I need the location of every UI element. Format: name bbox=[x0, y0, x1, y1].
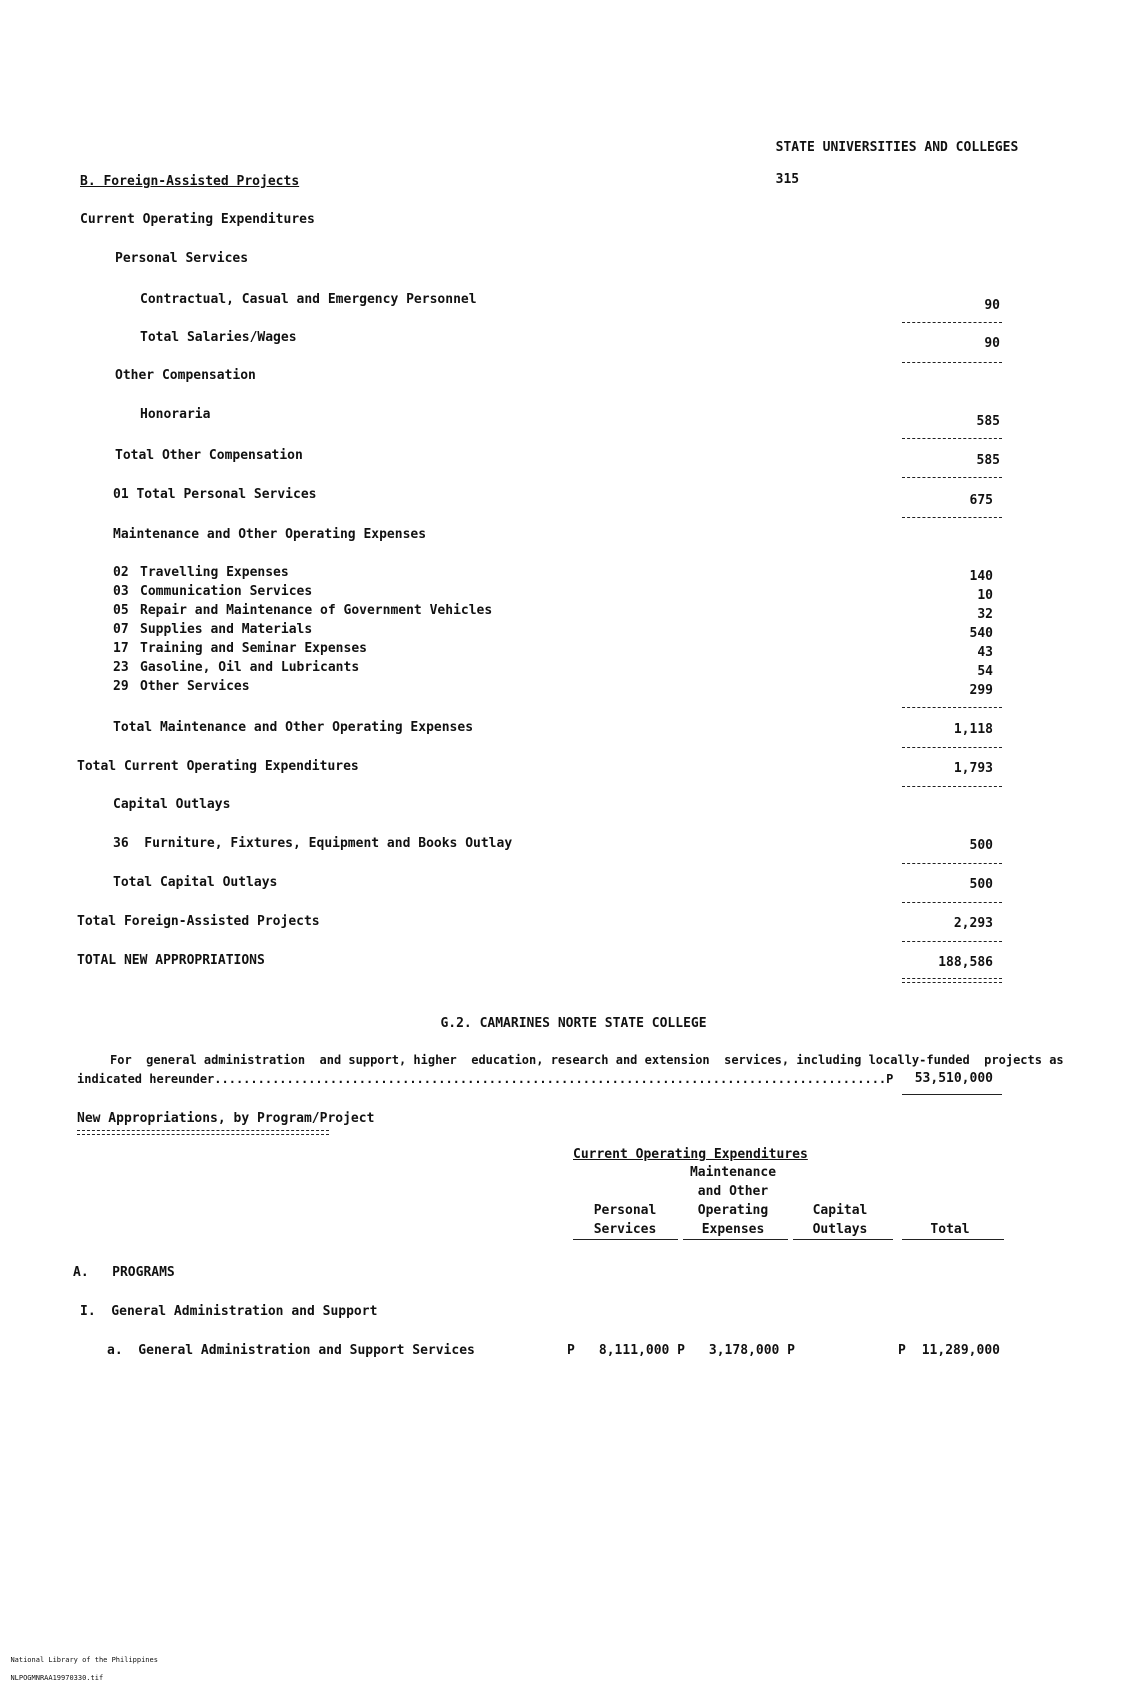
divider bbox=[902, 517, 1002, 518]
total-fap-label: Total Foreign-Assisted Projects bbox=[77, 914, 320, 929]
honoraria-label: Honoraria bbox=[140, 407, 211, 422]
header-title: STATE UNIVERSITIES AND COLLEGES bbox=[775, 140, 1019, 155]
contractual-value: 90 bbox=[984, 298, 1000, 313]
footer-file: NLPOGMNRAA19970330.tif bbox=[10, 1674, 104, 1682]
mooe-code: 05 bbox=[113, 603, 129, 618]
mooe-code: 03 bbox=[113, 584, 129, 599]
col-mooe-line1: Maintenance bbox=[689, 1165, 777, 1180]
mooe-code: 17 bbox=[113, 641, 129, 656]
col-rule bbox=[902, 1239, 1004, 1240]
row-a-label: a. General Administration and Support Services bbox=[107, 1343, 475, 1358]
footer-library: National Library of the Philippines bbox=[10, 1656, 158, 1664]
mooe-heading: Maintenance and Other Operating Expenses bbox=[113, 527, 427, 542]
row-a-ps: 8,111,000 P bbox=[598, 1343, 685, 1358]
new-appropriations-heading: New Appropriations, by Program/Project bbox=[77, 1111, 375, 1126]
col-mooe-line3: Operating bbox=[697, 1203, 769, 1218]
divider bbox=[902, 322, 1002, 323]
double-divider bbox=[77, 1130, 329, 1135]
total-mooe-label: Total Maintenance and Other Operating Expenses bbox=[113, 720, 474, 735]
divider bbox=[902, 863, 1002, 864]
purpose-line-2: indicated hereunder.............................................................................................P bbox=[77, 1072, 894, 1086]
total-coe-value: 1,793 bbox=[953, 761, 993, 776]
divider bbox=[902, 941, 1002, 942]
mooe-item-label: Other Services bbox=[140, 679, 250, 694]
current-operating-heading: Current Operating Expenditures bbox=[80, 212, 315, 227]
divider bbox=[902, 1094, 1002, 1095]
divider bbox=[902, 438, 1002, 439]
other-comp-heading: Other Compensation bbox=[115, 368, 256, 383]
mooe-item-value: 43 bbox=[977, 645, 993, 660]
programs-heading: A. PROGRAMS bbox=[73, 1265, 175, 1280]
total-ps-label: 01 Total Personal Services bbox=[113, 487, 317, 502]
purpose-line-1: For general administration and support, higher education, research and extension services, including locally-funded projects as bbox=[110, 1053, 1064, 1067]
col-ps-line1: Personal bbox=[593, 1203, 657, 1218]
mooe-item-value: 299 bbox=[969, 683, 993, 698]
divider bbox=[902, 747, 1002, 748]
page-number: 315 bbox=[775, 172, 800, 187]
total-coe-label: Total Current Operating Expenditures bbox=[77, 759, 359, 774]
col-rule bbox=[573, 1239, 678, 1240]
furniture-value: 500 bbox=[969, 838, 993, 853]
total-salaries-value: 90 bbox=[984, 336, 1000, 351]
col-mooe-line2: and Other bbox=[697, 1184, 769, 1199]
total-new-label: TOTAL NEW APPROPRIATIONS bbox=[77, 953, 265, 968]
double-divider bbox=[902, 978, 1002, 983]
total-other-comp-label: Total Other Compensation bbox=[115, 448, 303, 463]
total-co-value: 500 bbox=[969, 877, 993, 892]
mooe-item-label: Travelling Expenses bbox=[140, 565, 289, 580]
total-other-comp-value: 585 bbox=[976, 453, 1000, 468]
total-fap-value: 2,293 bbox=[953, 916, 993, 931]
mooe-item-value: 140 bbox=[969, 569, 993, 584]
divider bbox=[902, 786, 1002, 787]
divider bbox=[902, 362, 1002, 363]
furniture-label: 36 Furniture, Fixtures, Equipment and Books Outlay bbox=[113, 836, 513, 851]
college-title: G.2. CAMARINES NORTE STATE COLLEGE bbox=[440, 1016, 707, 1031]
total-ps-value: 675 bbox=[969, 493, 993, 508]
mooe-item-value: 54 bbox=[977, 664, 993, 679]
peso-sign: P bbox=[898, 1343, 906, 1358]
mooe-item-label: Communication Services bbox=[140, 584, 313, 599]
program-i-heading: I. General Administration and Support bbox=[80, 1304, 378, 1319]
contractual-label: Contractual, Casual and Emergency Personnel bbox=[140, 292, 477, 307]
mooe-item-label: Gasoline, Oil and Lubricants bbox=[140, 660, 360, 675]
mooe-code: 07 bbox=[113, 622, 129, 637]
mooe-item-label: Supplies and Materials bbox=[140, 622, 313, 637]
col-group-heading: Current Operating Expenditures bbox=[573, 1147, 808, 1162]
capital-outlays-heading: Capital Outlays bbox=[113, 797, 231, 812]
mooe-item-label: Training and Seminar Expenses bbox=[140, 641, 367, 656]
peso-sign: P bbox=[567, 1343, 575, 1358]
running-header bbox=[760, 124, 1018, 188]
mooe-code: 29 bbox=[113, 679, 129, 694]
appropriation-amount: 53,510,000 bbox=[914, 1071, 993, 1086]
total-co-label: Total Capital Outlays bbox=[113, 875, 278, 890]
section-b-heading: B. Foreign-Assisted Projects bbox=[80, 174, 300, 189]
mooe-item-label: Repair and Maintenance of Government Vehicles bbox=[140, 603, 493, 618]
personal-services-heading: Personal Services bbox=[115, 251, 249, 266]
col-co-line2: Outlays bbox=[812, 1222, 868, 1237]
mooe-item-value: 10 bbox=[977, 588, 993, 603]
divider bbox=[902, 902, 1002, 903]
row-a-mooe: 3,178,000 P bbox=[708, 1343, 795, 1358]
mooe-item-value: 540 bbox=[969, 626, 993, 641]
col-rule bbox=[793, 1239, 893, 1240]
divider bbox=[902, 477, 1002, 478]
col-ps-line2: Services bbox=[593, 1222, 657, 1237]
total-new-value: 188,586 bbox=[938, 955, 993, 970]
mooe-code: 23 bbox=[113, 660, 129, 675]
row-a-total: 11,289,000 bbox=[921, 1343, 1000, 1358]
total-mooe-value: 1,118 bbox=[953, 722, 993, 737]
divider bbox=[902, 707, 1002, 708]
mooe-code: 02 bbox=[113, 565, 129, 580]
total-salaries-label: Total Salaries/Wages bbox=[140, 330, 297, 345]
col-rule bbox=[683, 1239, 788, 1240]
honoraria-value: 585 bbox=[976, 414, 1000, 429]
scan-footer bbox=[2, 1647, 158, 1683]
mooe-item-value: 32 bbox=[977, 607, 993, 622]
col-mooe-line4: Expenses bbox=[701, 1222, 765, 1237]
col-co-line1: Capital bbox=[812, 1203, 868, 1218]
col-total: Total bbox=[930, 1222, 970, 1237]
